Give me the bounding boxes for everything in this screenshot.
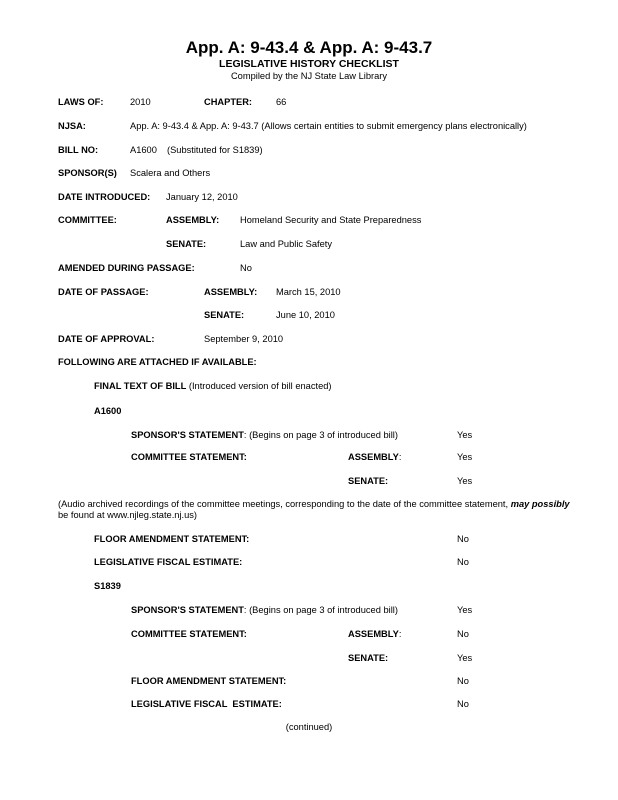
s1839-sponsor-statement-note: : (Begins on page 3 of introduced bill): [243, 605, 398, 615]
s1839-floor-amendment-value: No: [457, 676, 469, 686]
audio-note-emphasis: may possibly: [510, 499, 570, 509]
committee-senate-value: Law and Public Safety: [240, 239, 332, 249]
continued-note: (continued): [285, 722, 333, 732]
s1839-fiscal-estimate-label: LEGISLATIVE FISCAL ESTIMATE:: [131, 699, 282, 709]
njsa-label: NJSA:: [58, 121, 86, 131]
s1839-floor-amendment-label: FLOOR AMENDMENT STATEMENT:: [131, 676, 287, 686]
a1600-sponsor-statement-value: Yes: [457, 430, 473, 440]
s1839-assembly-label: ASSEMBLY: [348, 629, 399, 639]
committee-assembly-label: ASSEMBLY:: [166, 215, 220, 225]
a1600-heading: A1600: [94, 406, 122, 416]
a1600-sponsor-statement: [131, 430, 398, 441]
a1600-sponsor-statement-label: SPONSOR'S STATEMENT: [131, 430, 244, 440]
passage-assembly-value: March 15, 2010: [276, 287, 341, 297]
committee-senate-label: SENATE:: [166, 239, 207, 249]
a1600-assembly-value: Yes: [457, 452, 473, 462]
a1600-assembly-label: ASSEMBLY: [348, 452, 399, 462]
sponsors-value: Scalera and Others: [130, 168, 211, 178]
a1600-floor-amendment-value: No: [457, 534, 469, 544]
a1600-floor-amendment-label: FLOOR AMENDMENT STATEMENT:: [94, 534, 250, 544]
s1839-assembly-colon: :: [398, 629, 402, 639]
document-title: App. A: 9-43.4 & App. A: 9-43.7: [185, 38, 433, 57]
date-introduced-label: DATE INTRODUCED:: [58, 192, 151, 202]
a1600-sponsor-statement-note: : (Begins on page 3 of introduced bill): [243, 430, 398, 440]
s1839-sponsor-statement-value: Yes: [457, 605, 473, 615]
s1839-sponsor-statement: [131, 605, 398, 616]
a1600-assembly: [348, 452, 401, 463]
final-text-note: (Introduced version of bill enacted): [188, 381, 332, 391]
compiled-by: Compiled by the NJ State Law Library: [230, 71, 388, 81]
date-of-approval-value: September 9, 2010: [204, 334, 284, 344]
final-text-line: [94, 381, 332, 392]
audio-note-line-1: [58, 499, 570, 510]
amended-value: No: [240, 263, 252, 273]
s1839-senate-label: SENATE:: [348, 653, 389, 663]
laws-of-value: 2010: [130, 97, 151, 107]
s1839-senate-value: Yes: [457, 653, 473, 663]
sponsors-label: SPONSOR(S): [58, 168, 117, 178]
a1600-fiscal-estimate-value: No: [457, 557, 469, 567]
chapter-value: 66: [276, 97, 287, 107]
s1839-assembly-value: No: [457, 629, 469, 639]
document-subtitle: LEGISLATIVE HISTORY CHECKLIST: [219, 58, 399, 70]
committee-assembly-value: Homeland Security and State Preparedness: [240, 215, 422, 225]
bill-no-note: (Substituted for S1839): [167, 145, 263, 155]
a1600-committee-statement-label: COMMITTEE STATEMENT:: [131, 452, 247, 462]
s1839-fiscal-estimate-value: No: [457, 699, 469, 709]
a1600-senate-label: SENATE:: [348, 476, 389, 486]
bill-no-label: BILL NO:: [58, 145, 99, 155]
njsa-value: App. A: 9-43.4 & App. A: 9-43.7 (Allows certain entities to submit emergency plans electronically): [130, 121, 527, 131]
chapter-label: CHAPTER:: [204, 97, 253, 107]
bill-no-value: A1600: [130, 145, 157, 155]
passage-senate-label: SENATE:: [204, 310, 245, 320]
committee-label: COMMITTEE:: [58, 215, 117, 225]
passage-assembly-label: ASSEMBLY:: [204, 287, 258, 297]
following-attached-heading: FOLLOWING ARE ATTACHED IF AVAILABLE:: [58, 357, 257, 367]
a1600-senate-value: Yes: [457, 476, 473, 486]
date-of-passage-label: DATE OF PASSAGE:: [58, 287, 149, 297]
laws-of-label: LAWS OF:: [58, 97, 104, 107]
audio-note-start: (Audio archived recordings of the committee meetings, corresponding to the date of the committee statement,: [58, 499, 511, 509]
s1839-heading: S1839: [94, 581, 121, 591]
final-text-label: FINAL TEXT OF BILL: [94, 381, 187, 391]
s1839-assembly: [348, 629, 401, 640]
s1839-committee-statement-label: COMMITTEE STATEMENT:: [131, 629, 247, 639]
a1600-assembly-colon: :: [398, 452, 402, 462]
date-introduced-value: January 12, 2010: [166, 192, 238, 202]
audio-note-line-2: be found at www.njleg.state.nj.us): [58, 510, 198, 520]
a1600-fiscal-estimate-label: LEGISLATIVE FISCAL ESTIMATE:: [94, 557, 243, 567]
passage-senate-value: June 10, 2010: [276, 310, 335, 320]
amended-label: AMENDED DURING PASSAGE:: [58, 263, 195, 273]
s1839-sponsor-statement-label: SPONSOR'S STATEMENT: [131, 605, 244, 615]
date-of-approval-label: DATE OF APPROVAL:: [58, 334, 155, 344]
